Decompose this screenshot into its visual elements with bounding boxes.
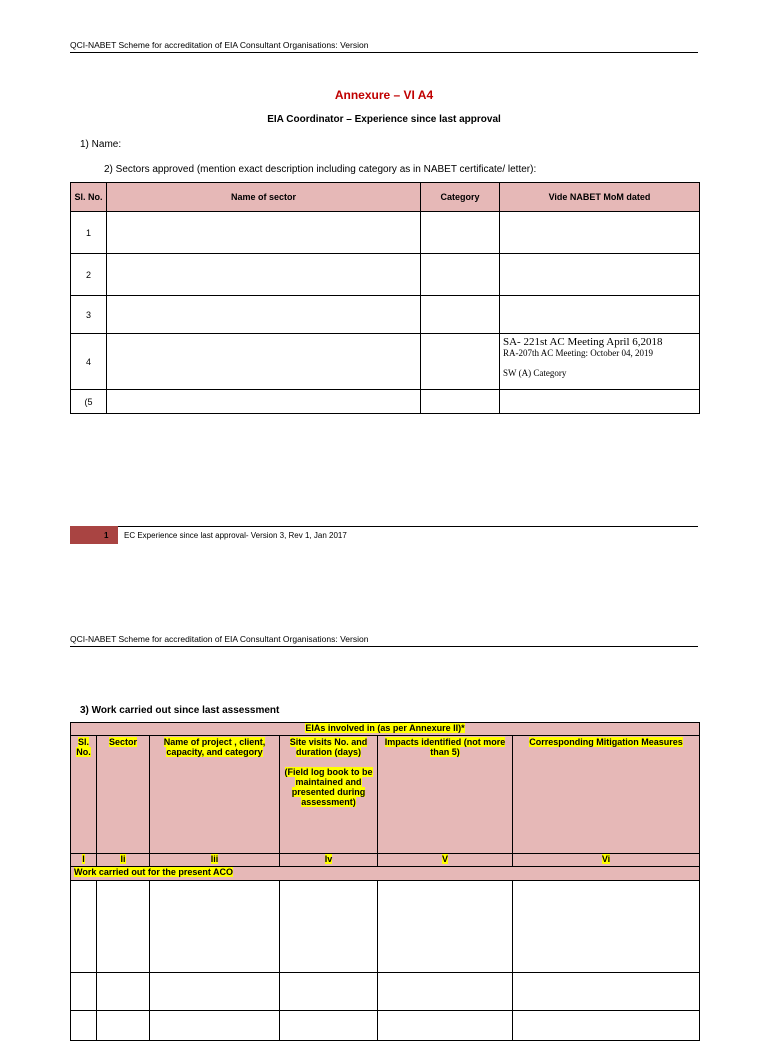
col-impacts: Impacts identified (not more than 5) bbox=[378, 736, 513, 854]
category-cell[interactable] bbox=[421, 334, 500, 390]
page-header: QCI-NABET Scheme for accreditation of EIA Consultant Organisations: Version bbox=[70, 40, 698, 53]
mom-cell[interactable] bbox=[500, 390, 700, 414]
column-header-row bbox=[71, 736, 700, 854]
col-mom-date: Vide NABET MoM dated bbox=[500, 183, 700, 212]
row-sl: 2 bbox=[71, 254, 107, 296]
name-field-label: 1) Name: bbox=[80, 139, 122, 150]
sector-cell[interactable] bbox=[107, 212, 421, 254]
col-site-visits: Site visits No. and duration (days) (Field log book to be maintained and presented during assessment) bbox=[280, 736, 378, 854]
numeral-cell: Iii bbox=[150, 854, 280, 867]
page-header: QCI-NABET Scheme for accreditation of EIA Consultant Organisations: Version bbox=[70, 634, 698, 647]
numeral-row bbox=[71, 854, 700, 867]
footer-page-number: 1 bbox=[104, 531, 109, 540]
sector-cell[interactable] bbox=[107, 296, 421, 334]
table-header-row bbox=[71, 183, 700, 212]
col-mitigation: Corresponding Mitigation Measures bbox=[513, 736, 700, 854]
col-category: Category bbox=[421, 183, 500, 212]
footer-rule bbox=[70, 526, 698, 527]
col-sl: Sl. No. bbox=[71, 736, 97, 854]
sector-cell[interactable] bbox=[107, 334, 421, 390]
sectors-table bbox=[70, 182, 700, 414]
category-cell[interactable] bbox=[421, 212, 500, 254]
row-sl: 4 bbox=[71, 334, 107, 390]
group-header: EIAs involved in (as per Annexure II)* bbox=[305, 723, 465, 733]
section-title: 3) Work carried out since last assessment bbox=[80, 705, 280, 716]
table-row bbox=[71, 1011, 700, 1041]
numeral-cell: Ii bbox=[97, 854, 150, 867]
category-cell[interactable] bbox=[421, 254, 500, 296]
mom-line-sa: SA- 221st AC Meeting April 6,2018 bbox=[503, 336, 663, 348]
mom-cell[interactable] bbox=[500, 334, 700, 390]
category-cell[interactable] bbox=[421, 390, 500, 414]
sector-cell[interactable] bbox=[107, 390, 421, 414]
numeral-cell: V bbox=[378, 854, 513, 867]
sectors-approved-label: 2) Sectors approved (mention exact description including category as in NABET certificate/ letter): bbox=[104, 164, 537, 175]
footer-text: EC Experience since last approval- Version 3, Rev 1, Jan 2017 bbox=[124, 531, 347, 540]
group-header-cell bbox=[71, 723, 700, 736]
form-subtitle: EIA Coordinator – Experience since last approval bbox=[267, 114, 501, 125]
table-row bbox=[71, 881, 700, 973]
present-aco-label: Work carried out for the present ACO bbox=[74, 867, 234, 877]
numeral-cell: I bbox=[71, 854, 97, 867]
table-row bbox=[71, 390, 700, 414]
table-row bbox=[71, 334, 700, 390]
col-sector: Sector bbox=[97, 736, 150, 854]
field-log-note: (Field log book to be maintained and presented during assessment) bbox=[284, 767, 373, 807]
annexure-title: Annexure – VI A4 bbox=[334, 88, 434, 102]
row-sl: 3 bbox=[71, 296, 107, 334]
category-cell[interactable] bbox=[421, 296, 500, 334]
footer-page-marker bbox=[70, 526, 118, 544]
table-row bbox=[71, 296, 700, 334]
row-sl: (5 bbox=[71, 390, 107, 414]
table-row bbox=[71, 212, 700, 254]
mom-cell[interactable] bbox=[500, 296, 700, 334]
col-project: Name of project , client, capacity, and category bbox=[150, 736, 280, 854]
table-row bbox=[71, 973, 700, 1011]
mom-cell[interactable] bbox=[500, 212, 700, 254]
present-aco-row bbox=[71, 867, 700, 881]
mom-line-category: SW (A) Category bbox=[503, 368, 567, 378]
numeral-cell: Iv bbox=[280, 854, 378, 867]
mom-line-ra: RA-207th AC Meeting: October 04, 2019 bbox=[503, 348, 653, 358]
numeral-cell: Vi bbox=[513, 854, 700, 867]
table-row bbox=[71, 254, 700, 296]
col-sl-no: Sl. No. bbox=[71, 183, 107, 212]
col-sector-name: Name of sector bbox=[107, 183, 421, 212]
row-sl: 1 bbox=[71, 212, 107, 254]
work-table bbox=[70, 722, 700, 1041]
mom-cell[interactable] bbox=[500, 254, 700, 296]
sector-cell[interactable] bbox=[107, 254, 421, 296]
